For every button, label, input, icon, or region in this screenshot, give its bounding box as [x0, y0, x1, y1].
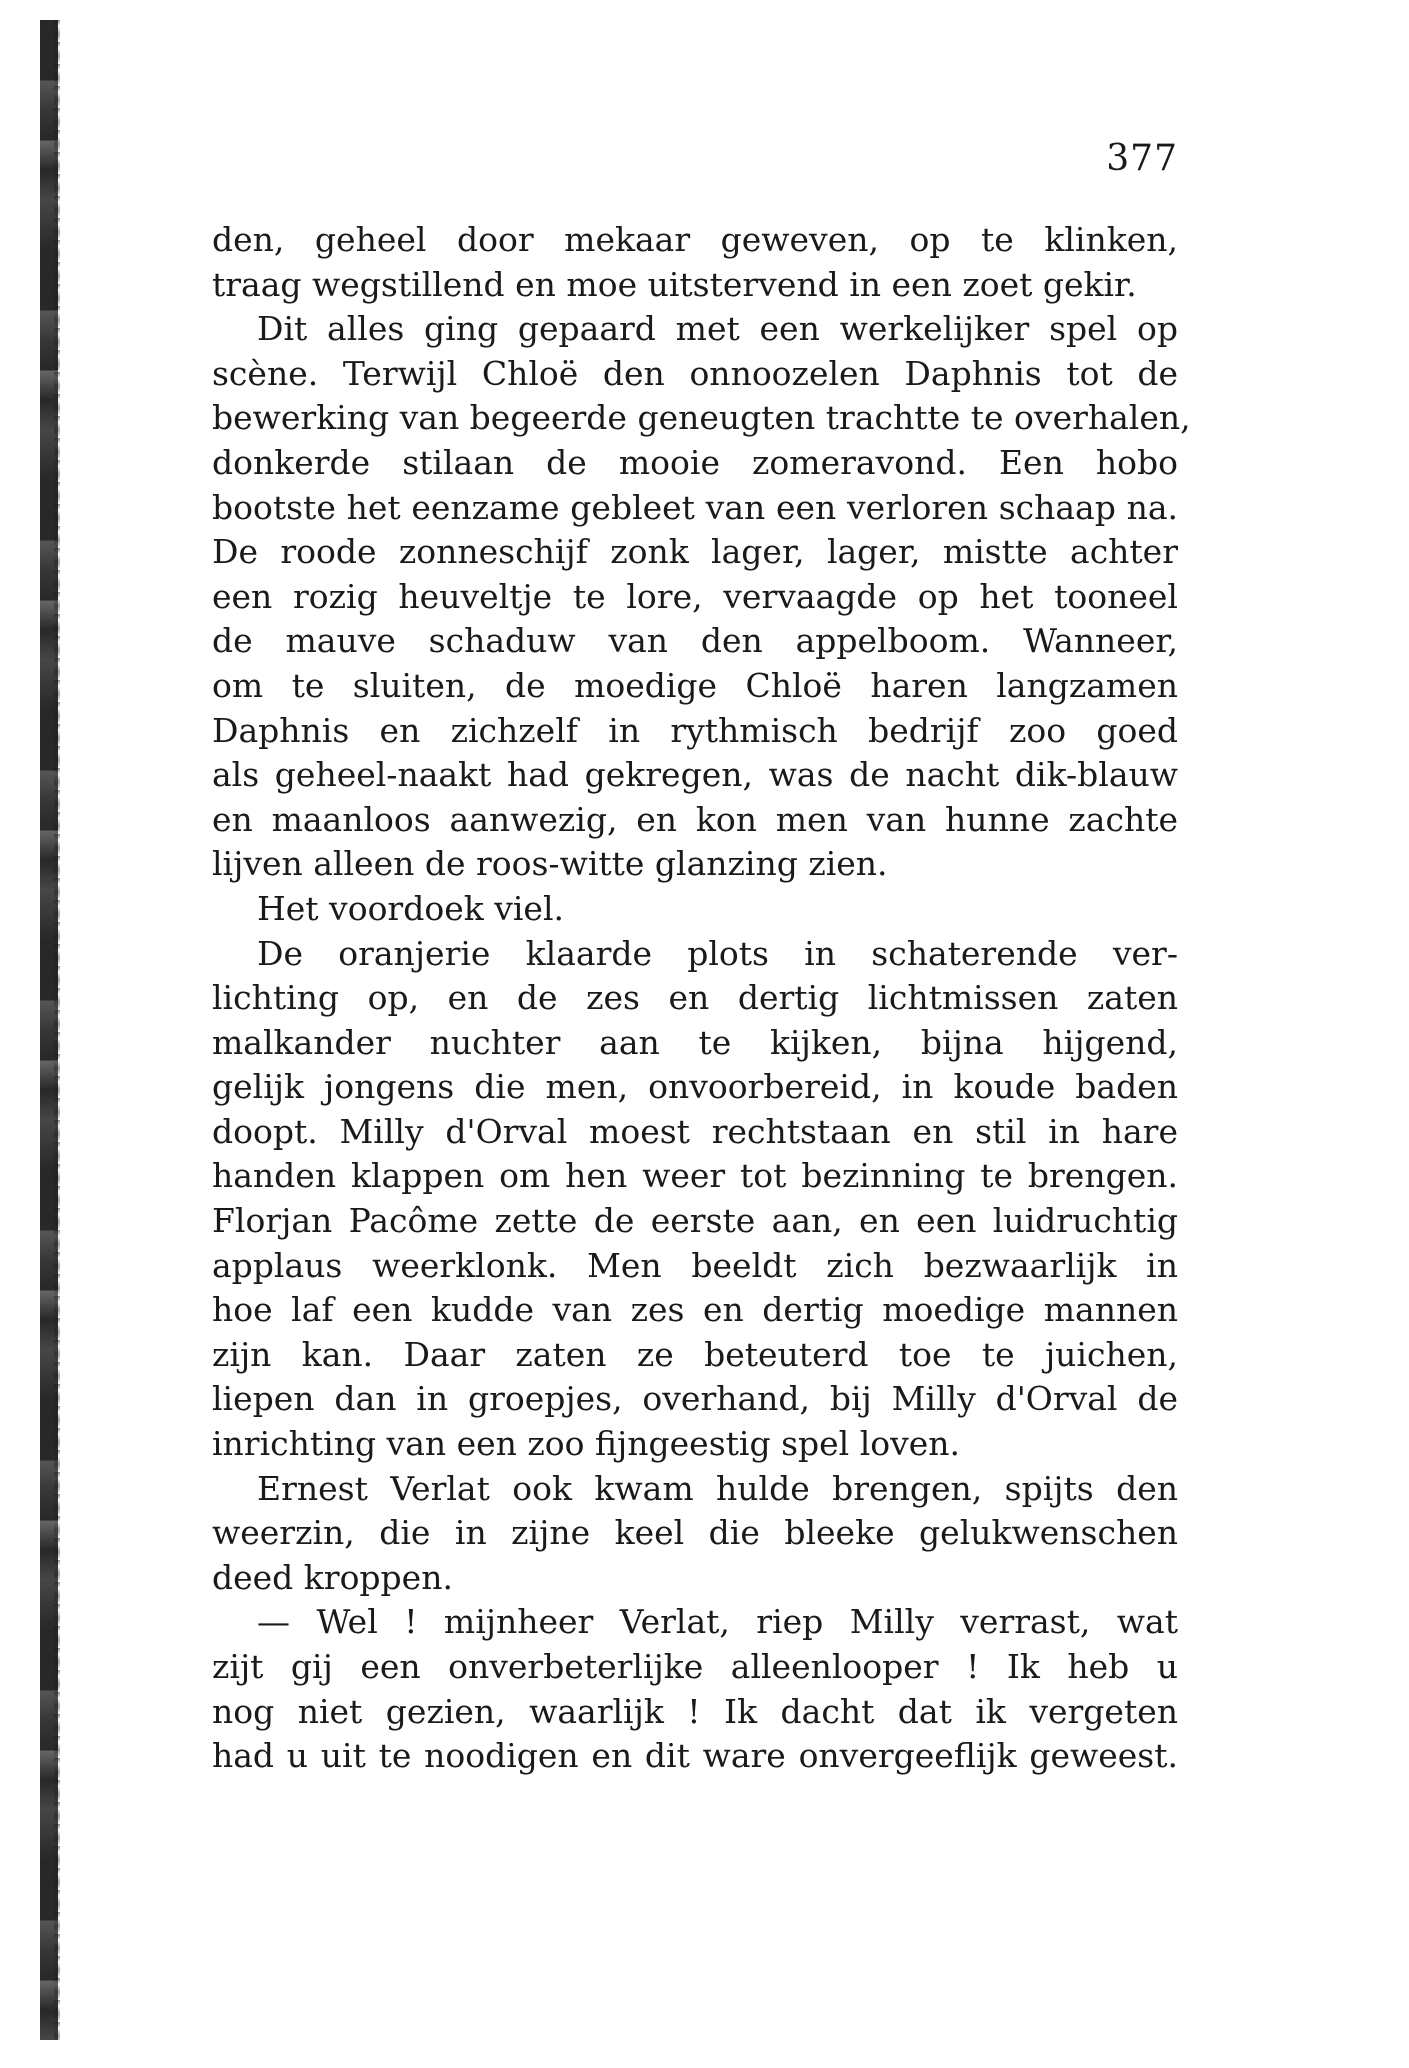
text-line: had u uit te noodigen en dit ware onvergeeflijk geweest.	[212, 1736, 1178, 1776]
text-line: donkerde stilaan de mooie zomeravond. Een hobo	[212, 442, 1178, 482]
text-line: weerzin, die in zijne keel die bleeke gelukwenschen	[212, 1513, 1178, 1553]
text-line: Daphnis en zichzelf in rythmisch bedrijf zoo goed	[212, 710, 1178, 750]
text-line: inrichting van een zoo fijngeestig spel loven.	[212, 1424, 961, 1464]
text-line: Ernest Verlat ook kwam hulde brengen, spijts den	[257, 1468, 1178, 1508]
text-line: bewerking van begeerde geneugten trachtte te overhalen,	[212, 398, 1191, 438]
text-line: doopt. Milly d'Orval moest rechtstaan en stil in hare	[212, 1111, 1178, 1151]
text-line: malkander nuchter aan te kijken, bijna hijgend,	[212, 1022, 1178, 1062]
text-line: Dit alles ging gepaard met een werkelijker spel op	[257, 309, 1178, 349]
text-line: lichting op, en de zes en dertig lichtmissen zaten	[212, 978, 1178, 1018]
text-line: De roode zonneschijf zonk lager, lager, mistte achter	[212, 532, 1178, 572]
body-text	[212, 218, 1191, 1779]
text-line: applaus weerklonk. Men beeldt zich bezwaarlijk in	[212, 1245, 1178, 1285]
text-line: een rozig heuveltje te lore, vervaagde op het tooneel	[212, 576, 1178, 616]
text-line: gelijk jongens die men, onvoorbereid, in koude baden	[212, 1067, 1178, 1107]
text-line: liepen dan in groepjes, overhand, bij Milly d'Orval de	[212, 1379, 1178, 1419]
text-line: als geheel-naakt had gekregen, was de nacht dik-blauw	[212, 755, 1178, 795]
page-number: 377	[1106, 138, 1178, 179]
scanned-binding-edge	[40, 20, 58, 2040]
text-line: De oranjerie klaarde plots in schaterende ver-	[257, 933, 1178, 973]
text-line: handen klappen om hen weer tot bezinning te brengen.	[212, 1156, 1178, 1196]
text-line: om te sluiten, de moedige Chloë haren langzamen	[212, 665, 1178, 705]
text-line: traag wegstillend en moe uitstervend in een zoet gekir.	[212, 264, 1137, 304]
text-line: zijn kan. Daar zaten ze beteuterd toe te juichen,	[212, 1334, 1178, 1374]
text-line: scène. Terwijl Chloë den onnoozelen Daphnis tot de	[212, 353, 1178, 393]
text-line: zijt gij een onverbeterlijke alleenlooper ! Ik heb u	[212, 1647, 1178, 1686]
text-line: deed kroppen.	[212, 1557, 453, 1597]
text-line: de mauve schaduw van den appelboom. Wanneer,	[212, 621, 1178, 661]
text-line: bootste het eenzame gebleet van een verloren schaap na.	[212, 487, 1178, 527]
text-line: en maanloos aanwezig, en kon men van hunne zachte	[212, 799, 1178, 839]
text-line: lijven alleen de roos-witte glanzing zien.	[212, 844, 888, 884]
text-line: Het voordoek viel.	[257, 888, 564, 928]
text-line: Florjan Pacôme zette de eerste aan, en een luidruchtig	[212, 1201, 1178, 1241]
text-line: hoe laf een kudde van zes en dertig moedige mannen	[212, 1290, 1178, 1330]
text-line: nog niet gezien, waarlijk ! Ik dacht dat ik vergeten	[212, 1691, 1178, 1731]
text-line: — Wel ! mijnheer Verlat, riep Milly verrast, wat	[257, 1602, 1178, 1642]
text-line: den, geheel door mekaar geweven, op te klinken,	[212, 220, 1178, 259]
